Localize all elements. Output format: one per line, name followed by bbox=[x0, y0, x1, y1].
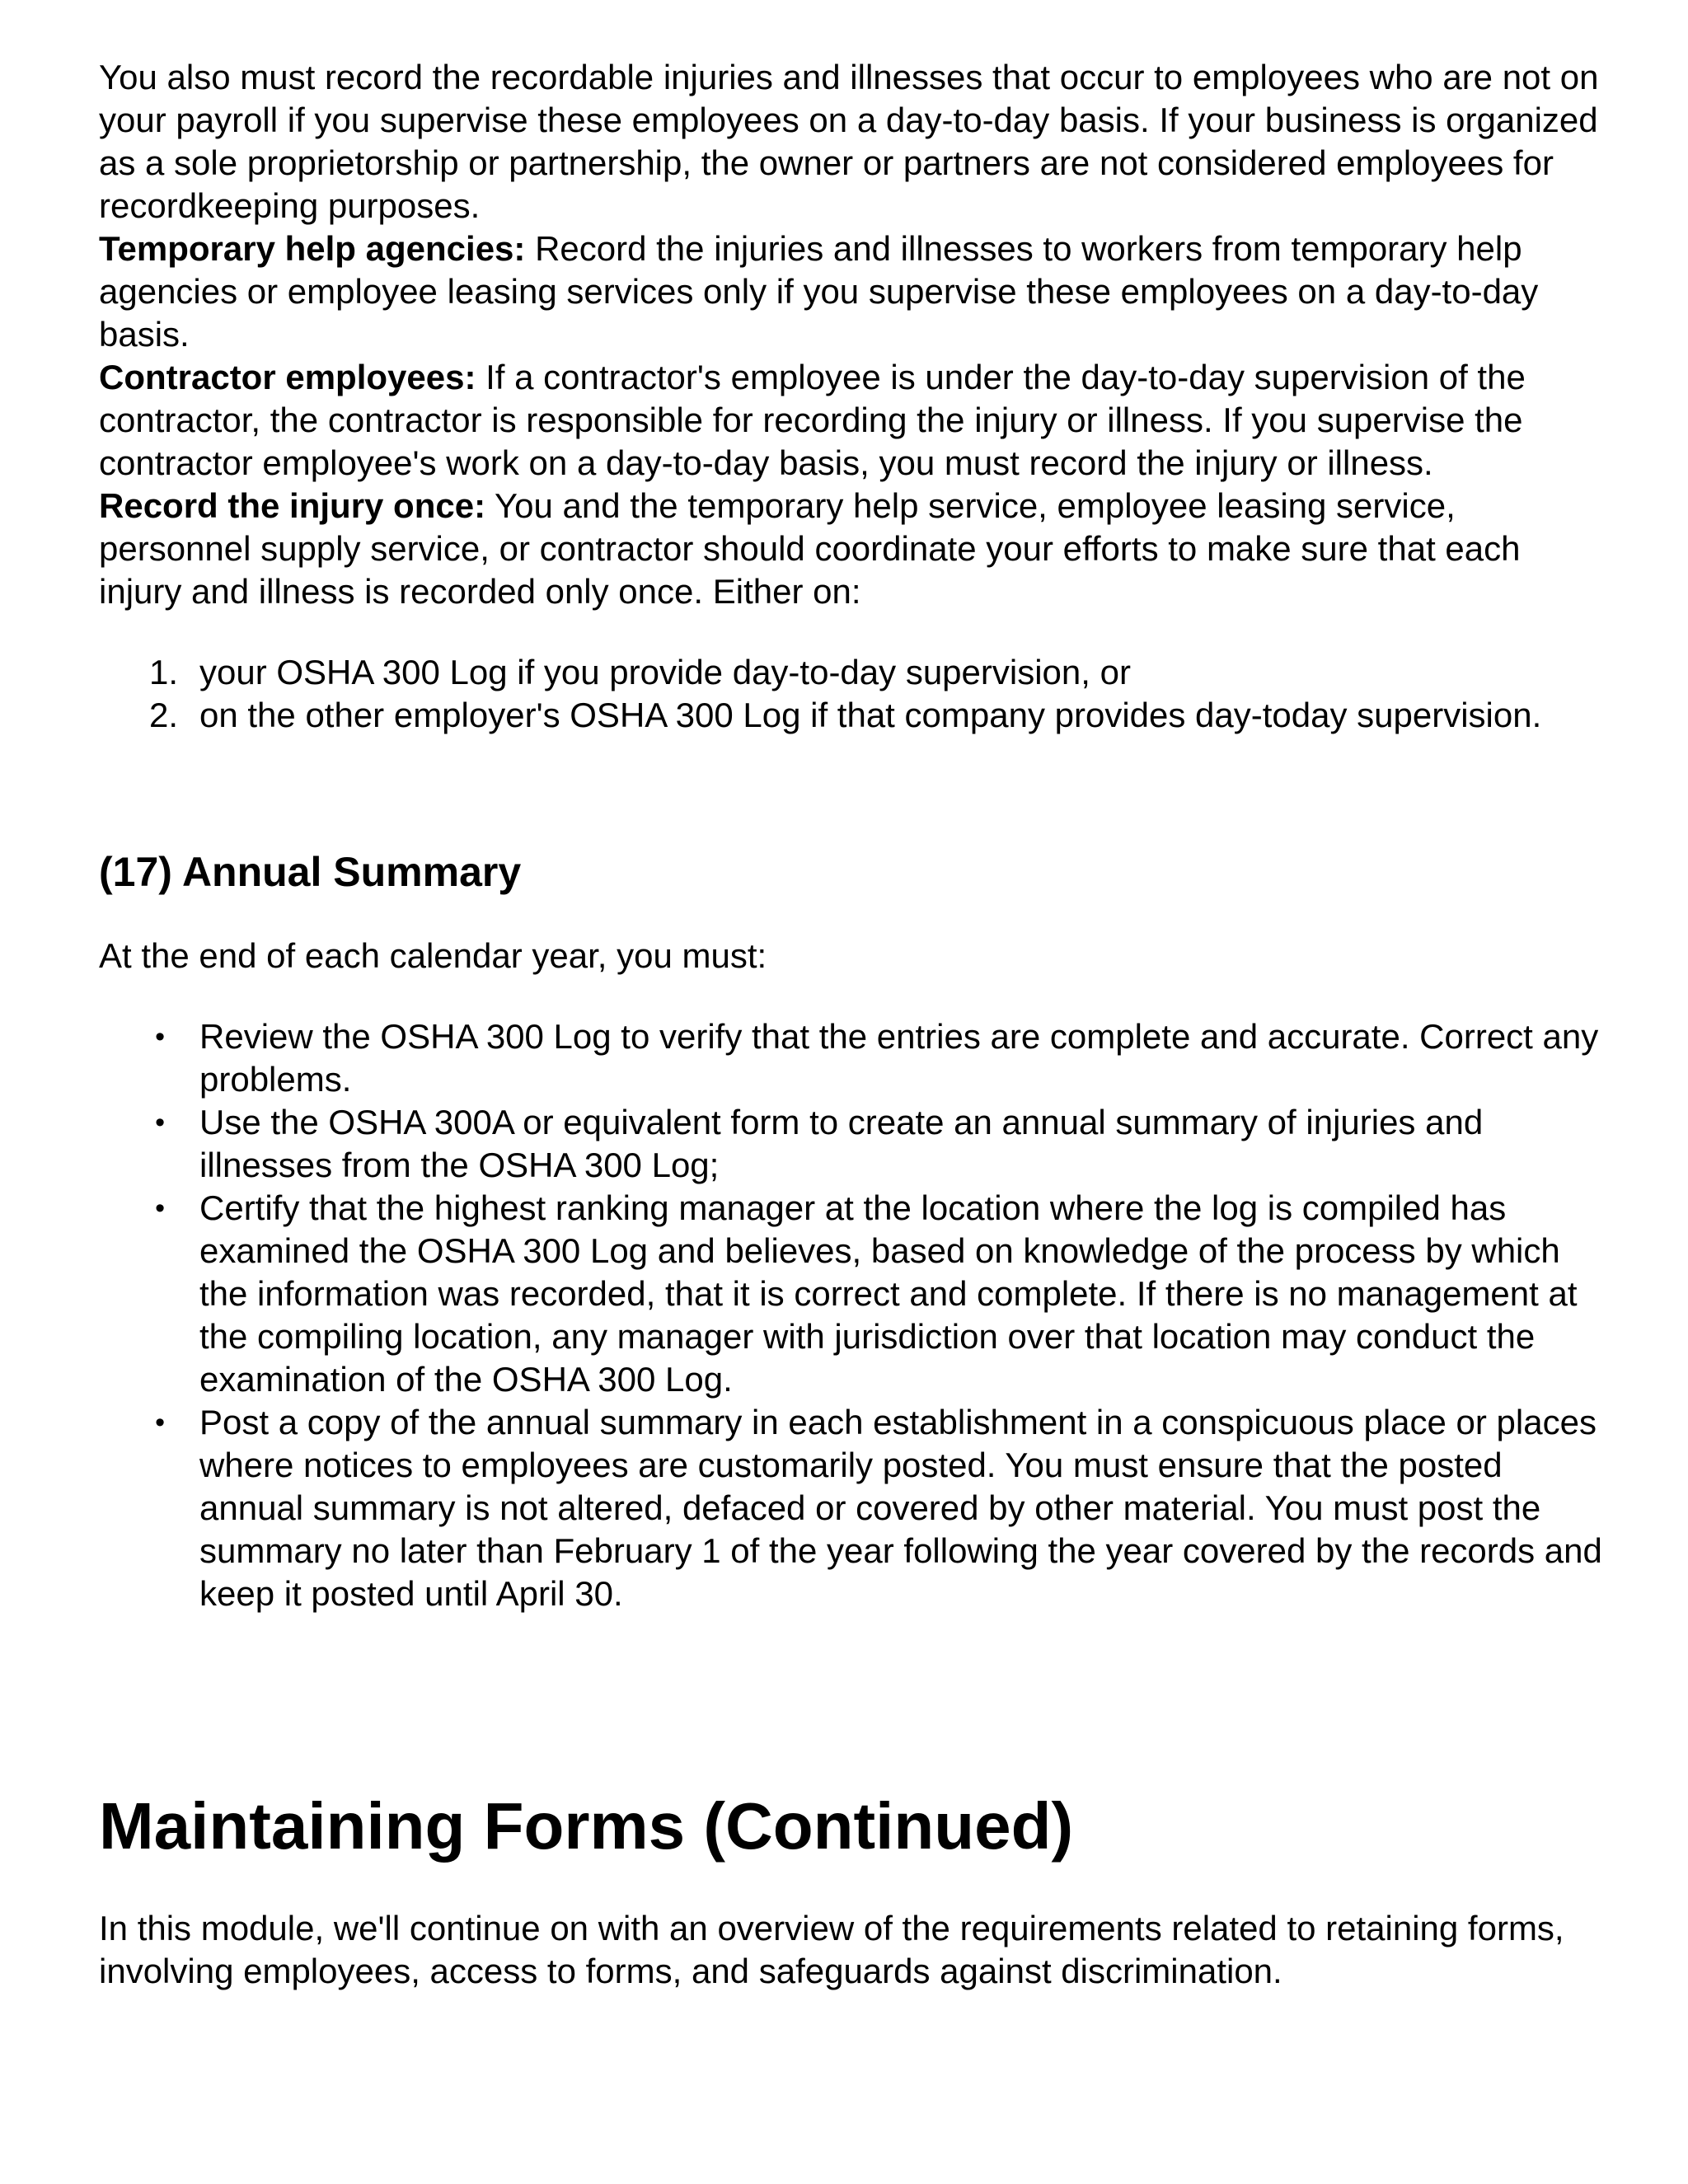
annual-summary-intro: At the end of each calendar year, you must: bbox=[99, 936, 767, 975]
list-item-text: Certify that the highest ranking manager at the location where the log is compiled has examined the OSHA 300 Log and believes, based on knowledge of the process by which the information was recorded, that it is correct and complete. If there is no management at the compiling location, any manager with jurisdiction over that location may conduct the examination of the OSHA 300 Log. bbox=[199, 1188, 1578, 1399]
record-once-text: You and the temporary help service, employee leasing service, personnel supply service, or contractor should coordinate your efforts to make sure that each injury and illness is recorded only once. Either on: bbox=[99, 486, 1521, 611]
list-item-text: your OSHA 300 Log if you provide day-to-day supervision, or bbox=[199, 653, 1131, 691]
list-item bbox=[99, 1187, 1607, 1401]
list-item-text: Use the OSHA 300A or equivalent form to create an annual summary of injuries and illnesses from the OSHA 300 Log; bbox=[199, 1103, 1484, 1184]
list-item-text: on the other employer's OSHA 300 Log if that company provides day-today supervision. bbox=[199, 696, 1542, 734]
record-once-label: Record the injury once: bbox=[99, 486, 486, 525]
bullet-icon: • bbox=[155, 1407, 165, 1438]
contractor-label: Contractor employees: bbox=[99, 358, 476, 396]
intro-paragraph: You also must record the recordable injuries and illnesses that occur to employees who are not on your payroll if you supervise these employees on a day-to-day basis. If your business is organized as a sole proprietorship or partnership, the owner or partners are not considered employees for recordkeeping purposes. bbox=[99, 58, 1599, 225]
bullet-icon: • bbox=[155, 1107, 165, 1138]
contractor-text: If a contractor's employee is under the day-to-day supervision of the contractor, the contractor is responsible for recording the injury or illness. If you supervise the contractor employee's work on a day-to-day basis, you must record the injury or illness. bbox=[99, 358, 1526, 482]
temporary-help-label: Temporary help agencies: bbox=[99, 229, 526, 268]
temporary-help-paragraph bbox=[99, 227, 1607, 356]
list-item bbox=[99, 1015, 1607, 1101]
annual-summary-heading: (17) Annual Summary bbox=[99, 849, 522, 895]
contractor-paragraph bbox=[99, 356, 1607, 485]
bullet-icon: • bbox=[155, 1193, 165, 1224]
list-item bbox=[99, 694, 1607, 737]
bullet-icon: • bbox=[155, 1021, 165, 1052]
annual-summary-list bbox=[99, 1015, 1607, 1615]
document-page bbox=[99, 56, 1607, 1993]
list-item bbox=[99, 1401, 1607, 1615]
maintaining-forms-intro: In this module, we'll continue on with an overview of the requirements related to retaining forms, involving employees, access to forms, and safeguards against discrimination. bbox=[99, 1909, 1564, 1990]
list-item bbox=[99, 651, 1607, 694]
record-once-paragraph bbox=[99, 485, 1607, 613]
list-number: 1. bbox=[148, 653, 178, 691]
maintaining-forms-heading: Maintaining Forms (Continued) bbox=[99, 1789, 1074, 1863]
list-item-text: Post a copy of the annual summary in each establishment in a conspicuous place or places where notices to employees are customarily posted. You must ensure that the posted annual summary is not altered, defaced or covered by other material. You must post the summary no later than February 1 of the year following the year covered by the records and keep it posted until April 30. bbox=[199, 1403, 1602, 1613]
temporary-help-text: Record the injuries and illnesses to workers from temporary help agencies or employee leasing services only if you supervise these employees on a day-to-day basis. bbox=[99, 229, 1539, 354]
either-list bbox=[99, 651, 1607, 737]
list-item bbox=[99, 1101, 1607, 1187]
list-item-text: Review the OSHA 300 Log to verify that the entries are complete and accurate. Correct any problems. bbox=[199, 1017, 1599, 1099]
list-number: 2. bbox=[148, 696, 178, 734]
